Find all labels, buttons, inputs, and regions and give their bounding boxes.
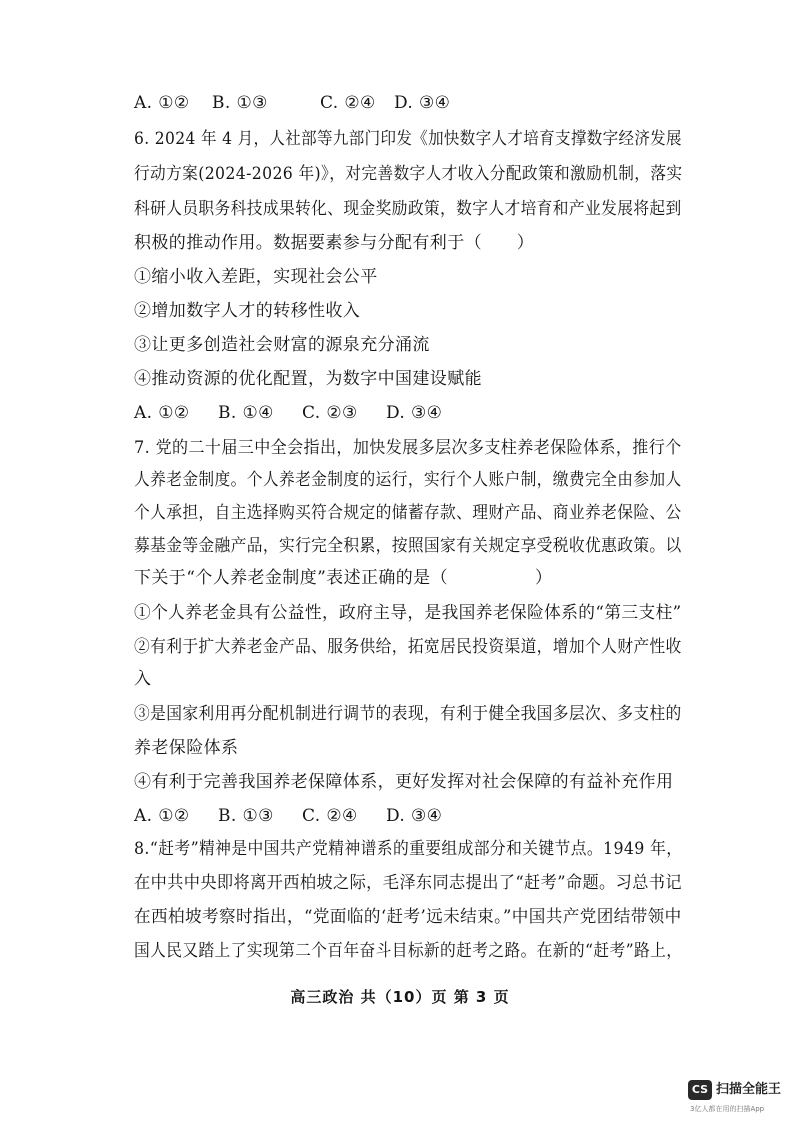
q6-item-4: ④推动资源的优化配置，为数字中国建设赋能	[134, 369, 482, 389]
q6-stem-line-3: 科研人员职务科技成果转化、现金奖励政策，数字人才培育和产业发展将起到	[134, 199, 682, 219]
watermark-app-name: 扫描全能王	[716, 1082, 782, 1097]
q7-options	[134, 805, 442, 827]
q8-stem-line-3: 在西柏坡考察时指出，“党面临的‘赶考’远未结束。”中国共产党团结带领中	[134, 907, 682, 927]
q6-stem-line-1: 6. 2024 年 4 月，人社部等九部门印发《加快数字人才培育支撑数字经济发展	[134, 129, 682, 149]
q5-option-a: A. ①②	[134, 93, 190, 113]
q6-stem-line-4: 积极的推动作用。数据要素参与分配有利于（ ）	[134, 233, 535, 253]
q7-item-3: ③是国家利用再分配机制进行调节的表现，有利于健全我国多层次、多支柱的	[134, 704, 682, 724]
q5-option-d: D. ③④	[394, 93, 451, 113]
q6-item-2: ②增加数字人才的转移性收入	[134, 301, 361, 321]
q7-stem-line-4: 募基金等金融产品，实行完全积累，按照国家有关规定享受税收优惠政策。以	[134, 536, 682, 556]
q7-item-1: ①个人养老金具有公益性，政府主导，是我国养老保险体系的“第三支柱”	[134, 603, 682, 623]
q6-stem-line-2: 行动方案(2024-2026 年)》，对完善数字人才收入分配政策和激励机制，落实	[134, 164, 683, 184]
q7-stem-line-3: 个人承担，自主选择购买符合规定的储蓄存款、理财产品、商业养老保险、公	[134, 503, 682, 523]
q7-item-2-cont: 入	[134, 669, 152, 689]
camscanner-logo-icon: CS	[688, 1080, 712, 1100]
q6-option-a: A. ①②	[134, 403, 190, 423]
q5-option-b: B. ①③	[212, 93, 268, 113]
q7-item-3-cont: 养老保险体系	[134, 738, 239, 758]
q7-item-4: ④有利于完善我国养老保障体系，更好发挥对社会保障的有益补充作用	[134, 772, 674, 792]
watermark-tagline: 3亿人都在用的扫描App	[690, 1105, 765, 1113]
q8-stem-line-4: 国人民又踏上了实现第二个百年奋斗目标新的赶考之路。在新的“赶考”路上，	[134, 941, 683, 961]
q7-option-d: D. ③④	[386, 806, 443, 826]
q7-stem-line-5: 下关于“个人养老金制度”表述正确的是（ ）	[134, 568, 553, 588]
q5-options	[134, 92, 450, 114]
q6-option-d: D. ③④	[386, 403, 443, 423]
q6-option-c: C. ②③	[302, 403, 358, 423]
q6-item-1: ①缩小收入差距，实现社会公平	[134, 267, 378, 287]
q7-option-c: C. ②④	[302, 806, 358, 826]
q6-item-3: ③让更多创造社会财富的源泉充分涌流	[134, 335, 430, 355]
q7-stem-line-1: 7. 党的二十届三中全会指出，加快发展多层次多支柱养老保险体系，推行个	[134, 438, 682, 458]
q7-option-a: A. ①②	[134, 806, 190, 826]
q5-option-c: C. ②④	[320, 93, 376, 113]
q7-stem-line-2: 人养老金制度。个人养老金制度的运行，实行个人账户制，缴费完全由参加人	[134, 470, 682, 490]
q8-stem-line-1: 8.“赶考”精神是中国共产党精神谱系的重要组成部分和关键节点。1949 年，	[134, 839, 683, 859]
scanner-watermark	[688, 1078, 796, 1120]
q8-stem-line-2: 在中共中央即将离开西柏坡之际，毛泽东同志提出了“赶考”命题。习总书记	[134, 873, 682, 893]
q6-options	[134, 402, 442, 424]
q7-item-2: ②有利于扩大养老金产品、服务供给，拓宽居民投资渠道，增加个人财产性收	[134, 637, 682, 657]
q7-option-b: B. ①③	[218, 806, 274, 826]
page-footer: 高三政治 共（10）页 第 3 页	[290, 988, 510, 1006]
q6-option-b: B. ①④	[218, 403, 274, 423]
